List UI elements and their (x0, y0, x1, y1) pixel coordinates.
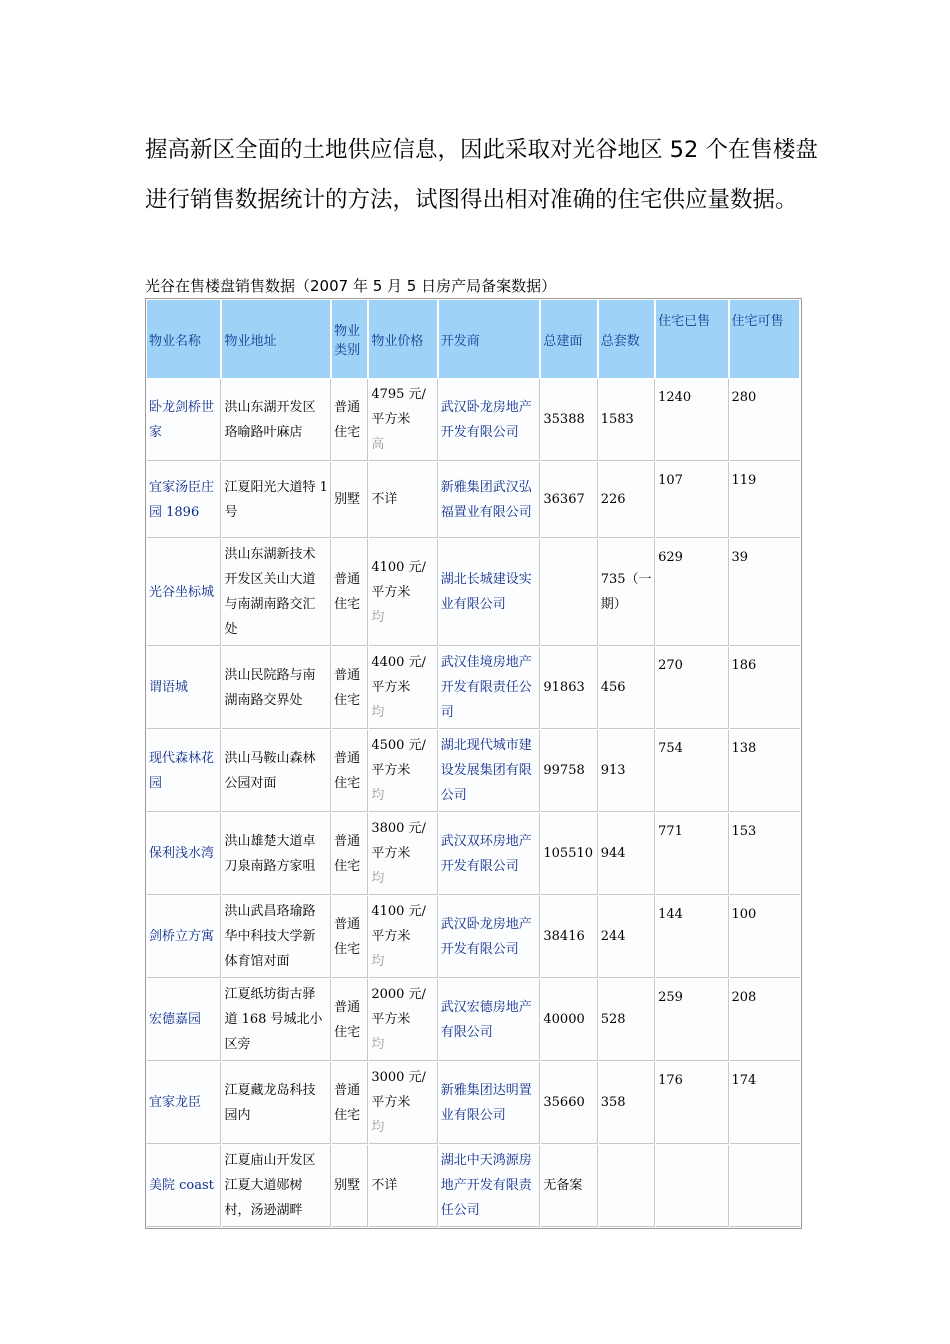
cell-type: 普通住宅 (332, 813, 368, 895)
cell-sold (656, 1145, 728, 1227)
table-header-row (147, 300, 800, 378)
price-value: 2000 元/平方米 (371, 987, 426, 1027)
price-note: 高 (371, 437, 385, 452)
cell-total-units: 244 (599, 896, 655, 978)
cell-developer: 武汉佳境房地产开发有限责任公司 (439, 647, 541, 729)
cell-available: 138 (730, 730, 800, 812)
header-type: 物业类别 (332, 300, 368, 378)
cell-developer: 武汉双环房地产开发有限公司 (439, 813, 541, 895)
table-caption: 光谷在售楼盘销售数据（2007 年 5 月 5 日房产局备案数据） (145, 277, 557, 295)
price-value: 3800 元/平方米 (371, 821, 426, 861)
cell-address: 江夏庙山开发区江夏大道郧树村，汤逊湖畔 (222, 1145, 331, 1227)
cell-address: 江夏藏龙岛科技园内 (222, 1062, 331, 1144)
cell-available: 280 (730, 379, 800, 461)
cell-property-name: 宜家龙臣 (147, 1062, 221, 1144)
cell-total-area: 40000 (541, 979, 597, 1061)
cell-total-area: 36367 (541, 462, 597, 538)
cell-type: 普通住宅 (332, 379, 368, 461)
cell-total-units: 528 (599, 979, 655, 1061)
cell-sold: 144 (656, 896, 728, 978)
price-value: 4795 元/平方米 (371, 387, 426, 427)
cell-sold: 1240 (656, 379, 728, 461)
price-value: 不详 (371, 492, 398, 507)
cell-total-units: 358 (599, 1062, 655, 1144)
price-note: 均 (371, 1037, 385, 1052)
cell-price (369, 813, 437, 895)
cell-developer: 湖北长城建设实业有限公司 (439, 539, 541, 646)
cell-type: 普通住宅 (332, 1062, 368, 1144)
table-row (147, 379, 800, 461)
body-paragraph-line-2 (145, 185, 825, 235)
cell-type: 别墅 (332, 462, 368, 538)
table-row (147, 647, 800, 729)
cell-type: 普通住宅 (332, 647, 368, 729)
cell-type: 普通住宅 (332, 730, 368, 812)
cell-property-name: 剑桥立方寓 (147, 896, 221, 978)
cell-developer: 湖北现代城市建设发展集团有限公司 (439, 730, 541, 812)
cell-property-name: 谓语城 (147, 647, 221, 729)
sales-table (145, 298, 802, 1229)
price-value: 4100 元/平方米 (371, 559, 426, 600)
cell-developer: 新雅集团武汉弘福置业有限公司 (439, 462, 541, 538)
price-value: 3000 元/平方米 (371, 1070, 426, 1110)
cell-property-name: 宏德嘉园 (147, 979, 221, 1061)
cell-total-units: 226 (599, 462, 655, 538)
cell-total-units: 913 (599, 730, 655, 812)
cell-property-name: 光谷坐标城 (147, 539, 221, 646)
table-row (147, 1062, 800, 1144)
cell-property-name: 现代森林花园 (147, 730, 221, 812)
cell-address: 洪山雄楚大道卓刀泉南路方家咀 (222, 813, 331, 895)
cell-available: 186 (730, 647, 800, 729)
cell-total-area: 35660 (541, 1062, 597, 1144)
cell-property-name: 美院 coast (147, 1145, 221, 1227)
price-value: 4500 元/平方米 (371, 738, 426, 778)
price-note: 均 (371, 871, 385, 886)
table-row (147, 813, 800, 895)
price-note: 均 (371, 705, 385, 720)
cell-sold: 176 (656, 1062, 728, 1144)
paragraph-text: 进行销售数据统计的方法，试图得出相对准确的住宅供应量数据。 (145, 187, 798, 213)
cell-price (369, 979, 437, 1061)
price-value: 不详 (371, 1178, 398, 1193)
cell-total-units: 1583 (599, 379, 655, 461)
cell-developer: 武汉宏德房地产有限公司 (439, 979, 541, 1061)
cell-address: 江夏阳光大道特 1 号 (222, 462, 331, 538)
cell-total-area: 99758 (541, 730, 597, 812)
cell-total-units: 456 (599, 647, 655, 729)
price-value: 4100 元/平方米 (371, 904, 426, 944)
cell-property-name: 卧龙剑桥世家 (147, 379, 221, 461)
header-developer: 开发商 (439, 300, 541, 378)
cell-type: 普通住宅 (332, 539, 368, 646)
cell-property-name: 保利浅水湾 (147, 813, 221, 895)
cell-available: 100 (730, 896, 800, 978)
cell-available: 39 (730, 539, 800, 646)
header-units: 总套数 (599, 300, 655, 378)
header-address: 物业地址 (222, 300, 331, 378)
cell-total-area: 91863 (541, 647, 597, 729)
cell-available: 119 (730, 462, 800, 538)
cell-address: 洪山民院路与南湖南路交界处 (222, 647, 331, 729)
cell-developer: 新雅集团达明置业有限公司 (439, 1062, 541, 1144)
cell-sold: 107 (656, 462, 728, 538)
cell-developer: 武汉卧龙房地产开发有限公司 (439, 379, 541, 461)
cell-total-area: 38416 (541, 896, 597, 978)
cell-developer: 武汉卧龙房地产开发有限公司 (439, 896, 541, 978)
cell-address: 洪山武昌珞瑜路华中科技大学新体育馆对面 (222, 896, 331, 978)
cell-type: 普通住宅 (332, 896, 368, 978)
table-row (147, 896, 800, 978)
table-row (147, 1145, 800, 1227)
cell-type: 别墅 (332, 1145, 368, 1227)
cell-total-units: 735（一期） (599, 539, 655, 646)
header-name: 物业名称 (147, 300, 221, 378)
cell-available (730, 1145, 800, 1227)
header-sold: 住宅已售 (656, 300, 728, 378)
cell-sold: 270 (656, 647, 728, 729)
cell-sold: 629 (656, 539, 728, 646)
table-row (147, 979, 800, 1061)
cell-address: 江夏纸坊街古驿道 168 号城北小区旁 (222, 979, 331, 1061)
body-paragraph-line-1 (145, 135, 825, 185)
cell-developer: 湖北中天鸿源房地产开发有限责任公司 (439, 1145, 541, 1227)
cell-price (369, 1062, 437, 1144)
cell-type: 普通住宅 (332, 979, 368, 1061)
price-note: 均 (371, 609, 385, 625)
cell-property-name: 宜家汤臣庄园 1896 (147, 462, 221, 538)
cell-price (369, 539, 437, 646)
cell-price (369, 896, 437, 978)
table-row (147, 539, 800, 646)
price-value: 4400 元/平方米 (371, 655, 426, 695)
cell-total-area: 105510 (541, 813, 597, 895)
cell-sold: 259 (656, 979, 728, 1061)
cell-address: 洪山东湖新技术开发区关山大道与南湖南路交汇处 (222, 539, 331, 646)
table-row (147, 730, 800, 812)
paragraph-text: 握高新区全面的土地供应信息，因此采取对光谷地区 52 个在售楼盘 (145, 137, 818, 163)
cell-total-units (599, 1145, 655, 1227)
cell-available: 153 (730, 813, 800, 895)
cell-total-area: 无备案 (541, 1145, 597, 1227)
price-note: 均 (371, 954, 385, 969)
cell-price (369, 730, 437, 812)
cell-price (369, 1145, 437, 1227)
cell-address: 洪山马鞍山森林公园对面 (222, 730, 331, 812)
cell-sold: 754 (656, 730, 728, 812)
cell-total-units: 944 (599, 813, 655, 895)
price-note: 均 (371, 788, 385, 803)
cell-sold: 771 (656, 813, 728, 895)
cell-available: 208 (730, 979, 800, 1061)
header-area: 总建面 (541, 300, 597, 378)
table-row (147, 462, 800, 538)
header-available: 住宅可售 (730, 300, 800, 378)
cell-price (369, 462, 437, 538)
cell-total-area (541, 539, 597, 646)
cell-address: 洪山东湖开发区珞喻路叶麻店 (222, 379, 331, 461)
cell-available: 174 (730, 1062, 800, 1144)
sales-table-container (145, 298, 802, 1229)
header-price: 物业价格 (369, 300, 437, 378)
cell-total-area: 35388 (541, 379, 597, 461)
price-note: 均 (371, 1120, 385, 1135)
cell-price (369, 379, 437, 461)
cell-price (369, 647, 437, 729)
